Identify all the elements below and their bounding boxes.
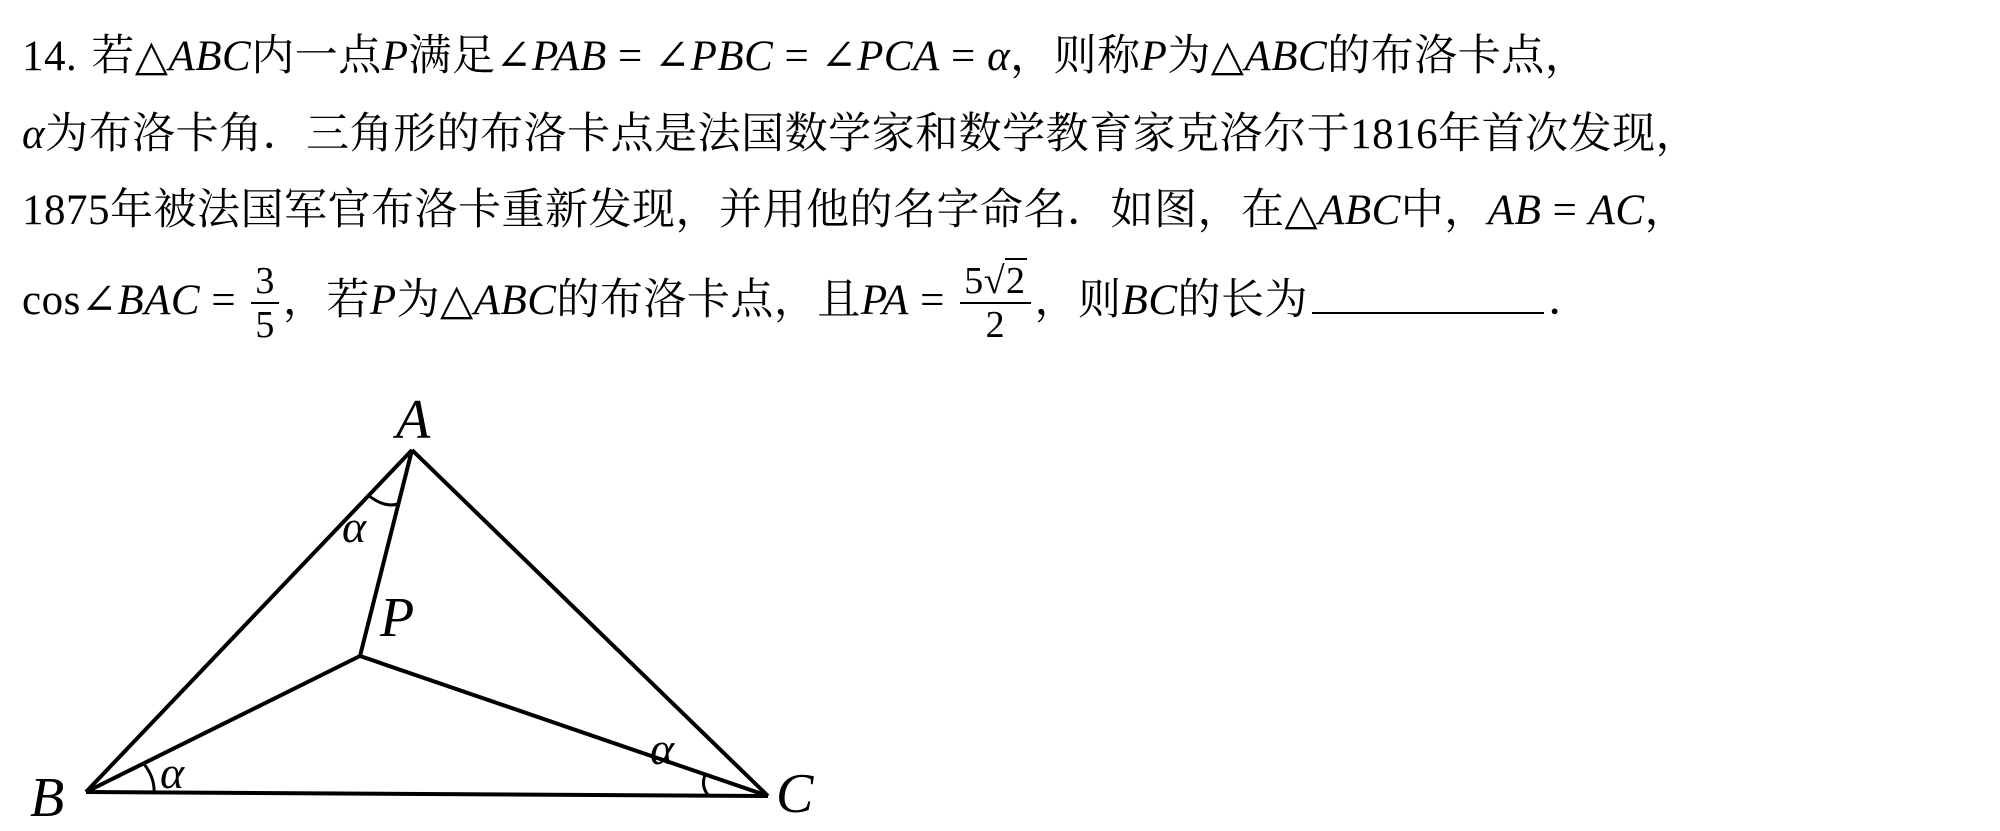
segment-pb xyxy=(86,656,360,792)
math-eq: = xyxy=(908,277,957,324)
vertex-label-a: A xyxy=(396,389,431,451)
math-pa: PA xyxy=(860,277,909,324)
angle-arc-b xyxy=(144,764,154,793)
fraction-numerator xyxy=(960,260,1030,302)
text-segment: 年首次发现， xyxy=(1438,109,1700,159)
math-pbc: PBC xyxy=(690,33,774,80)
math-bac: BAC xyxy=(117,277,201,324)
sqrt-symbol: √2 xyxy=(983,260,1026,302)
math-p: P xyxy=(381,33,409,80)
fraction-denominator: 5 xyxy=(255,304,275,346)
problem-number: 14. xyxy=(22,33,78,80)
fraction-numerator: 3 xyxy=(255,260,275,302)
text-segment: ，若 xyxy=(282,275,370,325)
text-segment: ，则称 xyxy=(1010,31,1141,81)
year-1875: 1875 xyxy=(22,187,110,234)
angle-label-a: α xyxy=(342,501,367,552)
math-p: P xyxy=(1140,33,1168,80)
fraction-denominator: 2 xyxy=(985,304,1006,346)
edge-bc xyxy=(86,792,768,796)
vertex-label-c: C xyxy=(776,763,814,825)
math-eq: = ∠ xyxy=(606,33,691,80)
text-segment: 若△ xyxy=(91,31,169,81)
math-abc: ABC xyxy=(473,277,557,324)
math-ac: AC xyxy=(1588,187,1645,234)
text-segment: 为△ xyxy=(396,275,474,325)
angle-label-c: α xyxy=(650,723,675,774)
text-segment: 的长为 xyxy=(1177,275,1308,325)
math-abc: ABC xyxy=(168,33,252,80)
fraction-pa-value xyxy=(960,260,1030,346)
text-segment: 年被法国军官布洛卡重新发现，并用他的名字命名．如图，在△ xyxy=(110,185,1319,235)
segment-pc xyxy=(360,656,768,796)
radicand: 2 xyxy=(1006,260,1026,302)
answer-blank[interactable] xyxy=(1312,268,1544,314)
text-segment: 中， xyxy=(1400,185,1488,235)
math-eq: = ∠ xyxy=(773,33,858,80)
triangle-figure xyxy=(0,380,860,830)
text-segment: ． xyxy=(1548,275,1592,325)
point-label-p: P xyxy=(380,587,415,649)
problem-line-3 xyxy=(22,182,1688,239)
math-bc: BC xyxy=(1121,277,1178,324)
edge-ac xyxy=(412,450,768,796)
math-abc: ABC xyxy=(1244,33,1328,80)
problem-line-2 xyxy=(22,106,1699,163)
text-segment: 内一点 xyxy=(251,31,382,81)
math-eq: = xyxy=(1541,187,1589,234)
angle-arc-a xyxy=(368,495,398,505)
coefficient: 5 xyxy=(964,260,984,302)
math-ab: AB xyxy=(1487,187,1542,234)
fraction-three-fifths xyxy=(251,260,279,346)
vertex-label-b: B xyxy=(30,767,65,829)
math-cos: cos∠ xyxy=(22,277,118,324)
math-eq: = xyxy=(200,277,248,324)
year-1816: 1816 xyxy=(1350,111,1439,158)
math-alpha: α xyxy=(22,111,46,158)
math-pab: PAB xyxy=(532,33,607,80)
problem-line-4 xyxy=(22,260,1592,360)
text-segment: 满足∠ xyxy=(408,31,533,81)
text-segment: 为△ xyxy=(1167,31,1245,81)
math-p: P xyxy=(369,277,397,324)
math-pca: PCA xyxy=(857,33,940,80)
math-eq: = xyxy=(939,33,988,80)
math-alpha: α xyxy=(987,33,1011,80)
problem-line-1 xyxy=(22,28,1588,85)
text-segment: 的布洛卡点，且 xyxy=(556,275,861,325)
text-segment: 的布洛卡点， xyxy=(1327,31,1589,81)
math-abc: ABC xyxy=(1318,187,1401,234)
text-segment: ， xyxy=(1644,185,1689,235)
angle-label-b: α xyxy=(160,747,185,798)
text-segment: 为布洛卡角．三角形的布洛卡点是法国数学家和数学教育家克洛尔于 xyxy=(45,109,1351,159)
text-segment: ，则 xyxy=(1034,275,1122,325)
